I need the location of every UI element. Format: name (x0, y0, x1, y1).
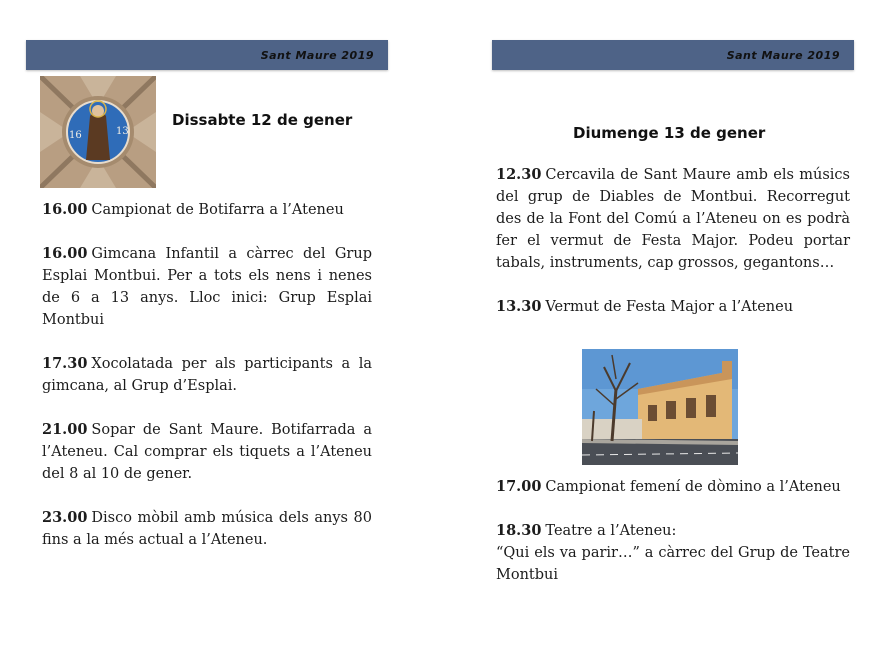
header-title: Sant Maure 2019 (726, 49, 840, 62)
event-time: 17.30 (42, 355, 88, 372)
event-text: Sopar de Sant Maure. Botifarrada a l’Ateneu. Cal comprar els tiquets a l’Ateneu del 8 al 10 de gener. (42, 422, 372, 482)
right-page (492, 40, 854, 583)
event-item (496, 476, 850, 498)
event-text: Gimcana Infantil a càrrec del Grup Esplai Montbui. Per a tots els nens i nenes de 6 a 13 anys. Lloc inici: Grup Esplai Montbui (42, 246, 372, 328)
event-item (42, 199, 372, 221)
event-item (496, 164, 850, 274)
event-subtext: “Qui els va parir…” a càrrec del Grup de Teatre Montbui (496, 545, 850, 583)
event-time: 23.00 (42, 509, 88, 526)
event-text: Disco mòbil amb música dels anys 80 fins a la més actual a l’Ateneu. (42, 510, 372, 548)
header-title: Sant Maure 2019 (260, 49, 374, 62)
event-item (496, 520, 850, 586)
header-bar (26, 40, 388, 70)
svg-text:13: 13 (116, 126, 129, 137)
event-item (42, 353, 372, 397)
svg-text:16: 16 (69, 130, 82, 141)
ateneu-building-icon (582, 349, 738, 465)
event-item (42, 419, 372, 485)
event-time: 17.00 (496, 478, 542, 495)
event-item (42, 507, 372, 551)
event-time: 16.00 (42, 245, 88, 262)
event-list (42, 199, 372, 573)
event-list-afternoon (496, 476, 850, 608)
event-time: 13.30 (496, 298, 542, 315)
event-text: Campionat femení de dòmino a l’Ateneu (545, 479, 841, 495)
day-title: Diumenge 13 de gener (573, 124, 766, 142)
saint-medallion-icon (40, 76, 156, 188)
event-text: Campionat de Botifarra a l’Ateneu (91, 202, 344, 218)
event-item (42, 243, 372, 331)
left-page (26, 40, 388, 548)
event-time: 12.30 (496, 166, 542, 183)
header-bar (492, 40, 854, 70)
event-text: Xocolatada per als participants a la gimcana, al Grup d’Esplai. (42, 356, 372, 394)
event-time: 16.00 (42, 201, 88, 218)
event-text: Cercavila de Sant Maure amb els músics del grup de Diables de Montbui. Recorregut des de la Font del Comú a l’Ateneu on es podrà fer el vermut de Festa Major. Podeu portar tabals, instruments, cap grossos, gegantons… (496, 167, 850, 271)
event-text: Teatre a l’Ateneu: (545, 523, 677, 539)
event-time: 21.00 (42, 421, 88, 438)
event-item (496, 296, 850, 318)
event-list-morning (496, 164, 850, 340)
event-time: 18.30 (496, 522, 542, 539)
event-text: Vermut de Festa Major a l’Ateneu (545, 299, 794, 315)
day-title: Dissabte 12 de gener (172, 111, 353, 129)
